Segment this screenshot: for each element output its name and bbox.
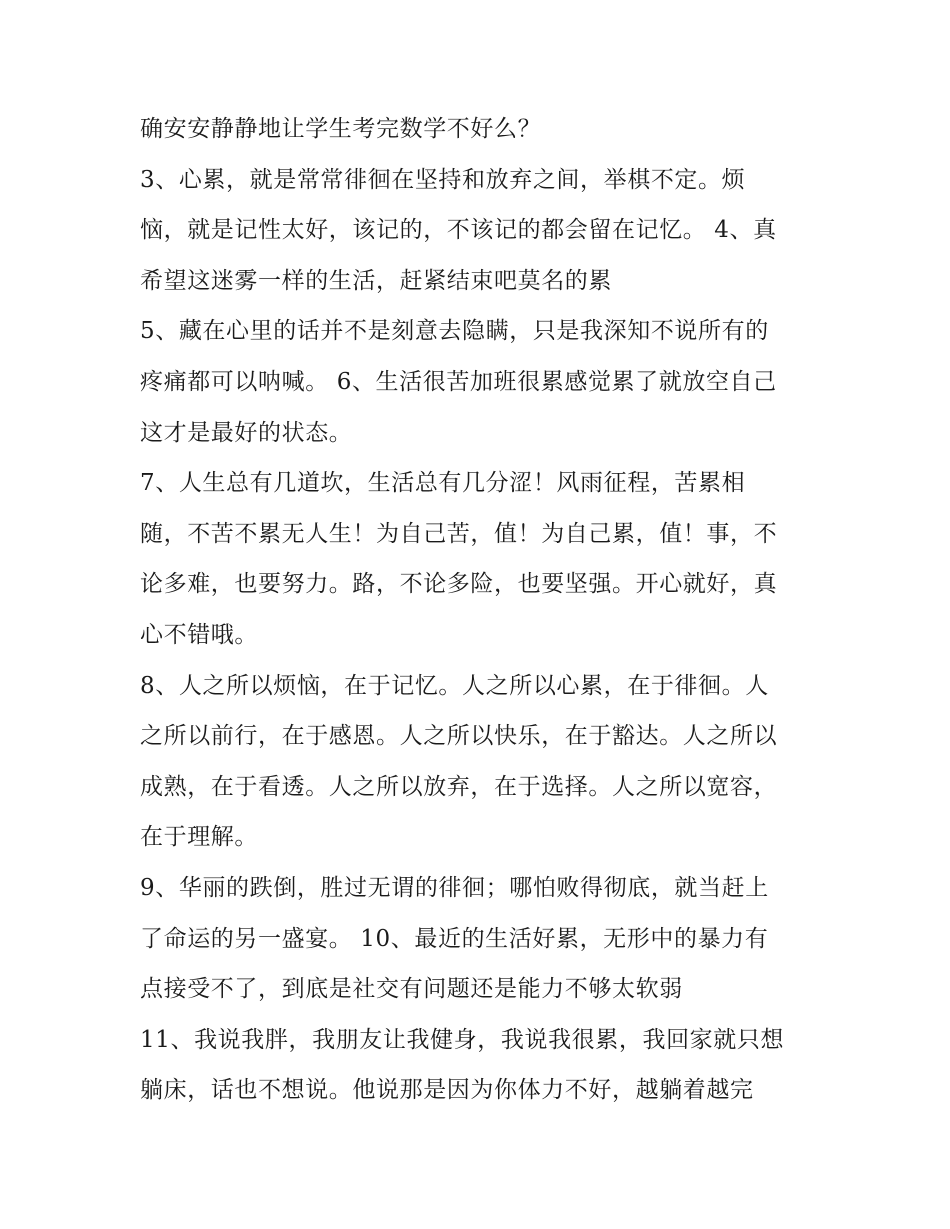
paragraph-item-3 [140, 155, 820, 307]
paragraph-item-5 [140, 306, 820, 458]
paragraph-continuation [140, 104, 820, 155]
paragraph-item-11 [140, 1015, 820, 1116]
text-line: 恼，就是记性太好，该记的，不该记的都会留在记忆。 4、真 [140, 217, 777, 244]
text-line: 7、人生总有几道坎，生活总有几分涩！风雨征程，苦累相 [140, 470, 746, 497]
text-line: 希望这迷雾一样的生活，赶紧结束吧莫名的累 [140, 267, 612, 294]
text-line: 11、我说我胖，我朋友让我健身，我说我很累，我回家就只想 [140, 1026, 785, 1053]
text-line: 躺床，话也不想说。他说那是因为你体力不好，越躺着越完 [140, 1077, 754, 1104]
text-line: 点接受不了，到底是社交有问题还是能力不够太软弱 [140, 976, 683, 1003]
text-line: 论多难，也要努力。路，不论多险，也要坚强。开心就好，真 [140, 571, 778, 598]
text-line: 在于理解。 [140, 824, 258, 851]
text-line: 5、藏在心里的话并不是刻意去隐瞒，只是我深知不说所有的 [140, 318, 769, 345]
text-line: 这才是最好的状态。 [140, 419, 353, 446]
paragraph-item-9 [140, 863, 820, 1015]
text-line: 成熟，在于看透。人之所以放弃，在于选择。人之所以宽容， [140, 773, 778, 800]
paragraph-item-8 [140, 661, 820, 863]
paragraph-item-7 [140, 458, 820, 660]
text-line: 8、人之所以烦恼，在于记忆。人之所以心累，在于徘徊。人 [140, 672, 769, 699]
text-line: 3、心累，就是常常徘徊在坚持和放弃之间，举棋不定。烦 [140, 166, 746, 193]
document-body [140, 104, 820, 1116]
text-line: 之所以前行，在于感恩。人之所以快乐，在于豁达。人之所以 [140, 723, 778, 750]
text-line: 疼痛都可以呐喊。 6、生活很苦加班很累感觉累了就放空自己 [140, 368, 777, 395]
text-line: 9、华丽的跌倒，胜过无谓的徘徊；哪怕败得彻底，就当赶上 [140, 874, 769, 901]
text-line: 随，不苦不累无人生！为自己苦，值！为自己累，值！事，不 [140, 520, 778, 547]
text-line: 确安安静静地让学生考完数学不好么？ [140, 116, 542, 142]
text-line: 了命运的另一盛宴。 10、最近的生活好累，无形中的暴力有 [140, 925, 769, 952]
text-line: 心不错哦。 [140, 621, 258, 648]
